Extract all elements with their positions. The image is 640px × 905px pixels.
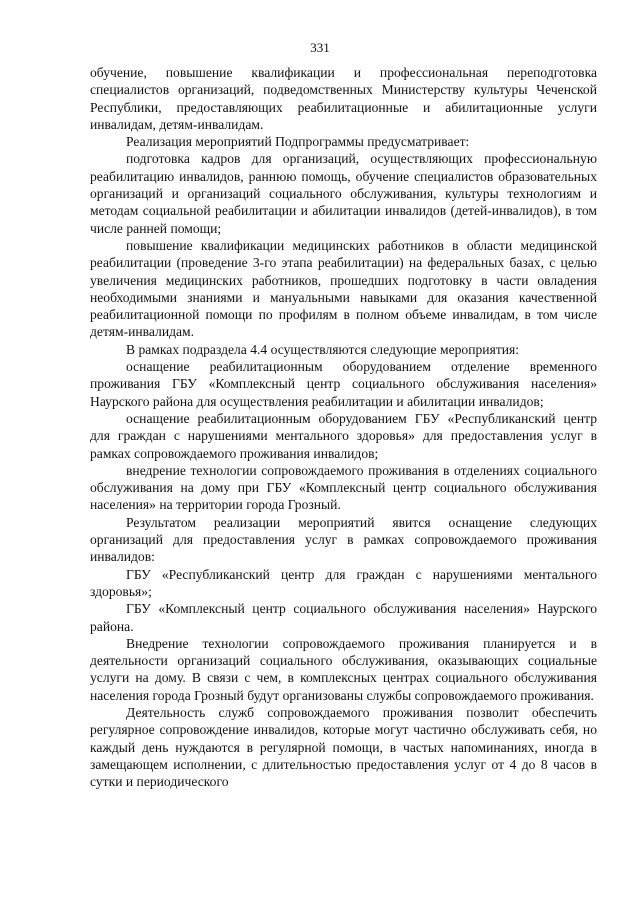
paragraph: Реализация мероприятий Подпрограммы предусматривает: (126, 134, 470, 150)
paragraph: подготовка кадров для организаций, осуществляющих профессиональную реабилитацию инвалидов, раннюю помощь, обучение специалистов образовательных организаций и организаций социального обслуживания, культуры технологиям и методам социальной реабилитации и абилитации инвалидов (детей-инвалидов), в том числе ранней помощи; (90, 151, 597, 236)
paragraph: ГБУ «Республиканский центр для граждан с нарушениями ментального здоровья»; (90, 566, 597, 599)
paragraph: В рамках подраздела 4.4 осуществляются следующие мероприятия: (126, 341, 520, 357)
paragraph: внедрение технологии сопровождаемого проживания в отделениях социального обслуживания на дому при ГБУ «Комплексный центр социального обслуживания населения» на территории города Грозный. (90, 462, 597, 513)
paragraph: оснащение реабилитационным оборудованием ГБУ «Республиканский центр для граждан с нарушениями ментального здоровья» для предоставления услуг в рамках сопровождаемого проживания инвалидов; (90, 410, 597, 461)
page-number: 331 (310, 40, 330, 55)
body-text (90, 64, 597, 790)
paragraph: оснащение реабилитационным оборудованием отделение временного проживания ГБУ «Комплексный центр социального обслуживания населения» Наурского района для осуществления реабилитации и абилитации инвалидов; (90, 359, 597, 409)
paragraph: Внедрение технологии сопровождаемого проживания планируется и в деятельности организаций социального обслуживания, оказывающих социальные услуги на дому. В связи с чем, в комплексных центрах социального обслуживания населения города Грозный будут организованы службы сопровождаемого проживания. (90, 635, 597, 703)
paragraph: повышение квалификации медицинских работников в области медицинской реабилитации (проведение 3-го этапа реабилитации) на федеральных базах, с целью увеличения медицинских работников, прошедших подготовку в части овладения необходимыми знаниями и мануальными навыками для оказания качественной реабилитационной помощи по профилям в полном объеме инвалидам, в том числе детям-инвалидам. (90, 237, 597, 340)
paragraph: Деятельность служб сопровождаемого проживания позволит обеспечить регулярное сопровождение инвалидов, которые могут частично обслуживать себя, но каждый день нуждаются в регулярной помощи, в частых напоминаниях, иногда в замещающем исполнении, с длительностью предоставления услуг от 4 до 8 часов в сутки и периодического (90, 704, 597, 790)
paragraph: ГБУ «Комплексный центр социального обслуживания населения» Наурского района. (90, 601, 597, 634)
paragraph: Результатом реализации мероприятий явится оснащение следующих организаций для предоставления услуг в рамках сопровождаемого проживания инвалидов: (90, 514, 597, 565)
paragraph-continuation: обучение, повышение квалификации и профессиональная переподготовка специалистов организаций, подведомственных Министерству культуры Чеченской Республики, предоставляющих реабилитационные и абилитационные услуги инвалидам, детям-инвалидам. (90, 65, 597, 132)
